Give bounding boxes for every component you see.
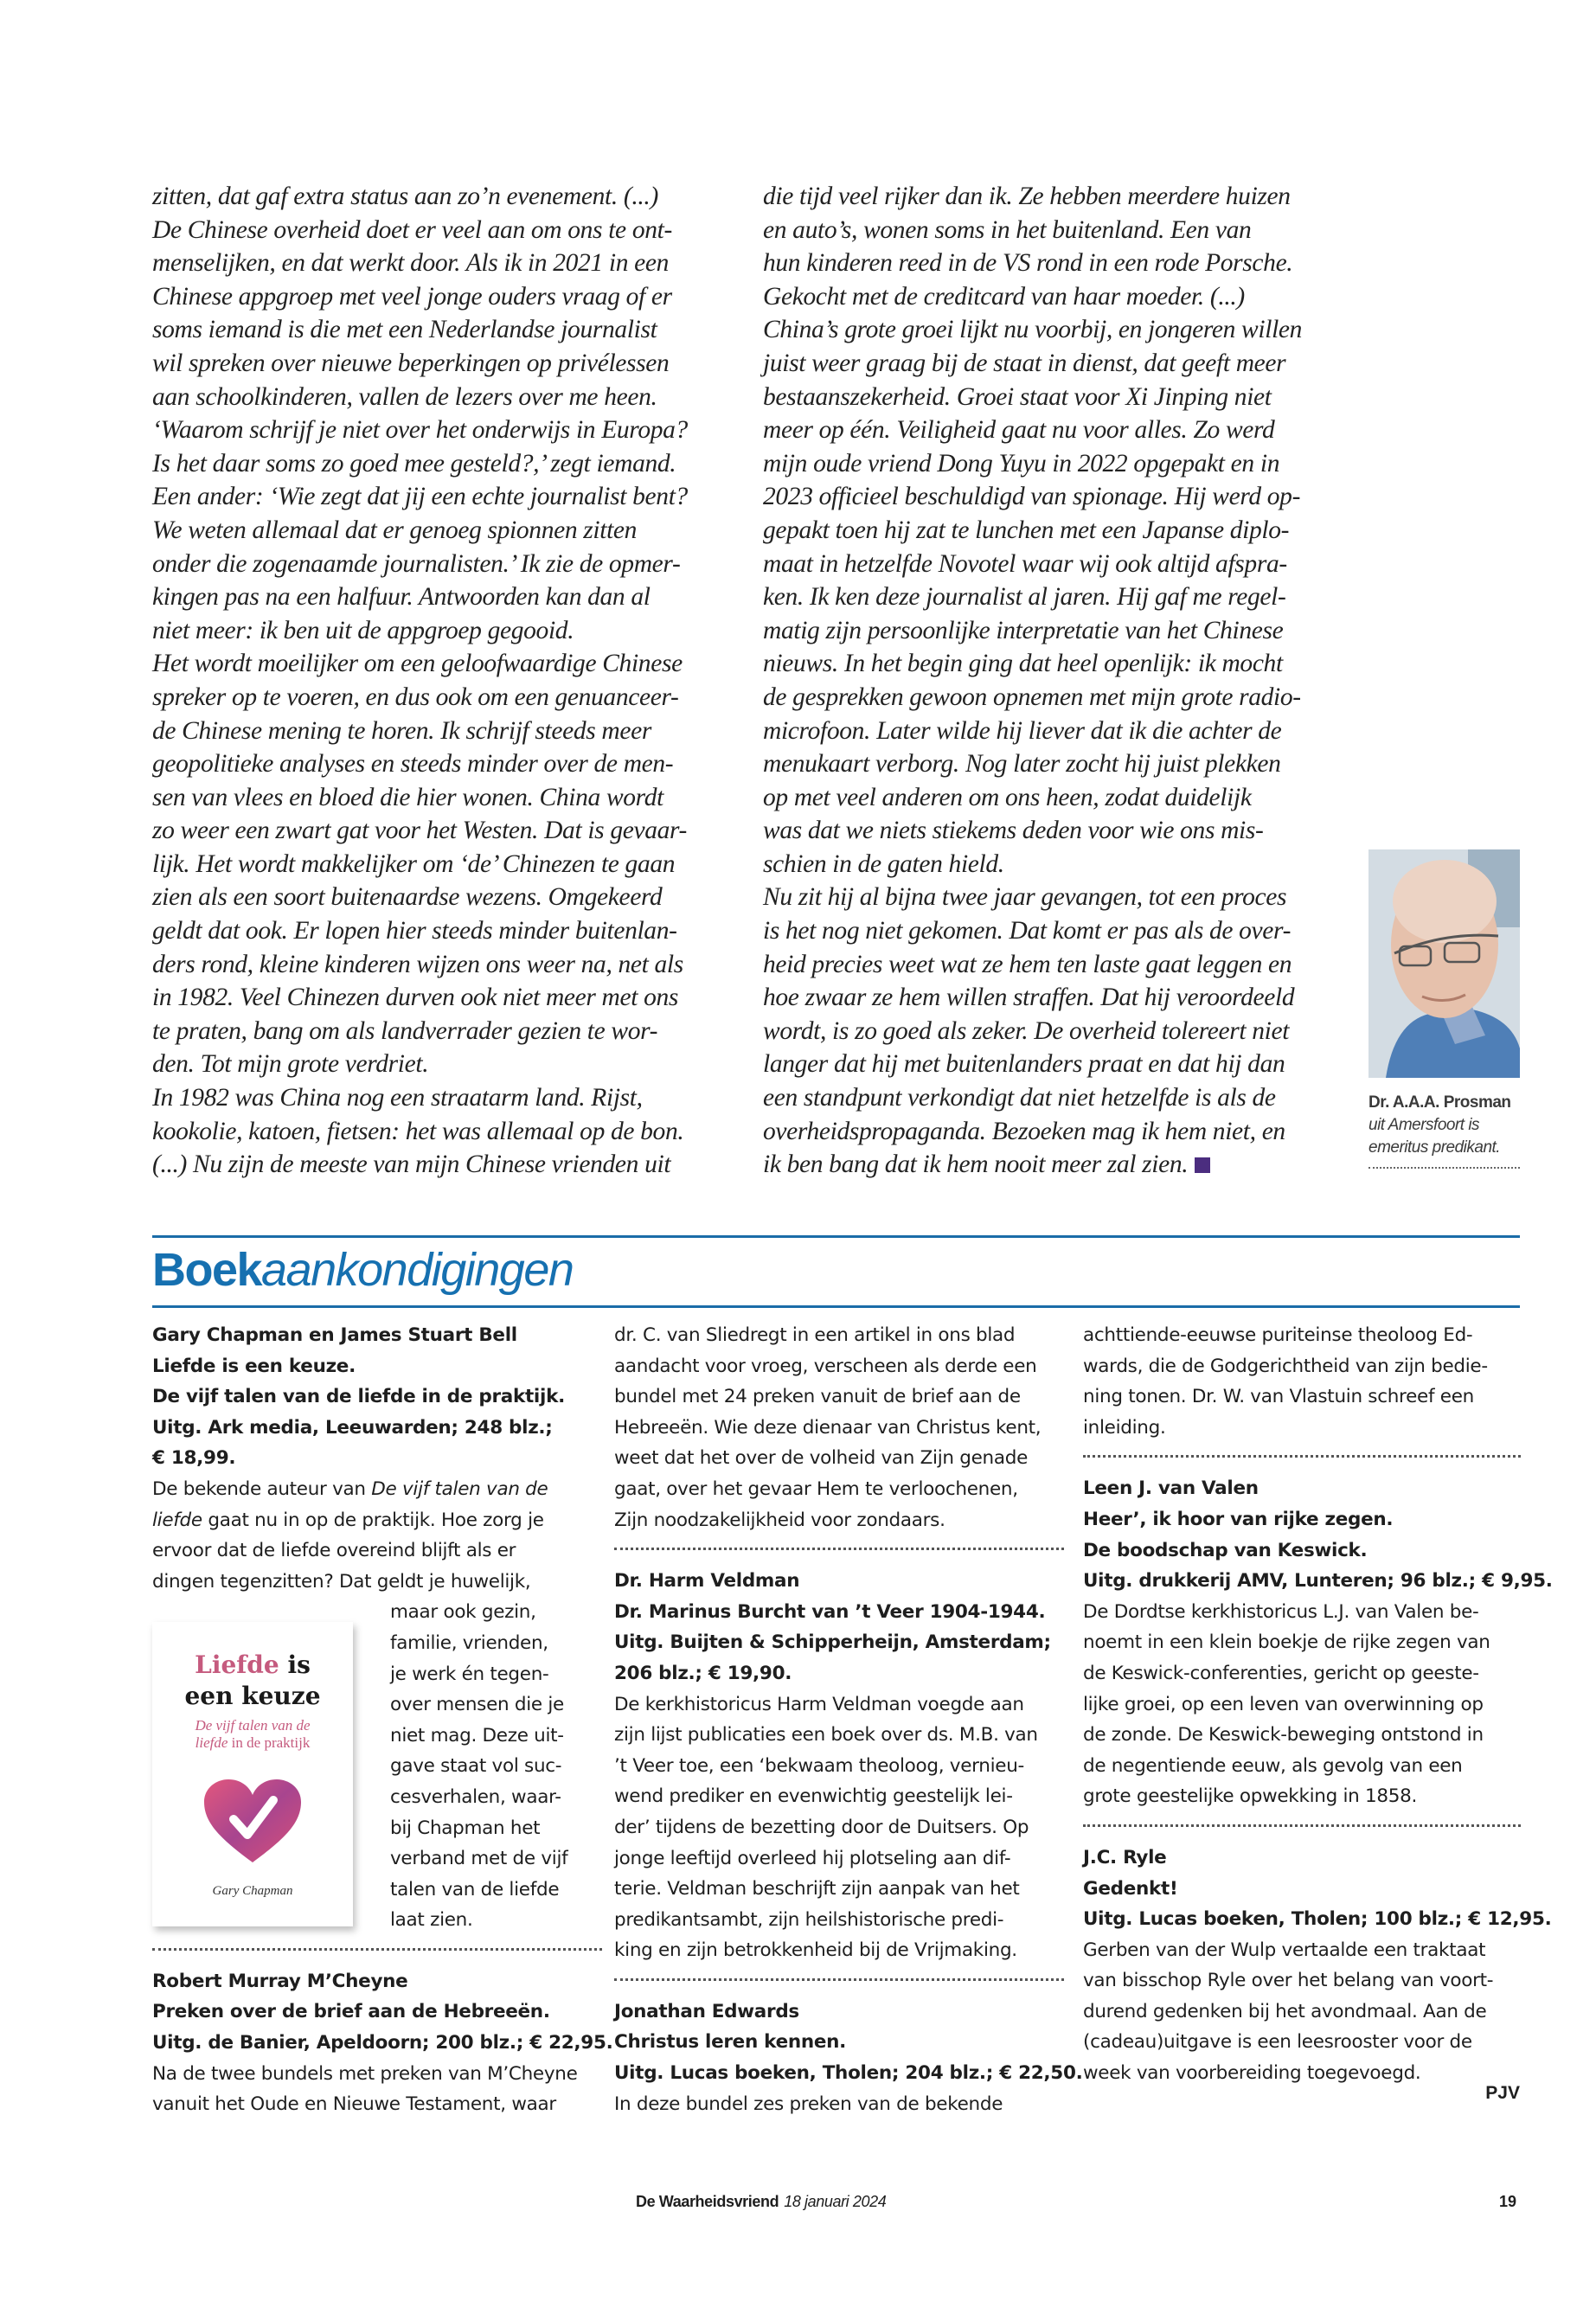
book-body-line: der’ tijdens de bezetting door de Duitsers. Op xyxy=(614,1816,1029,1838)
book-body-line: Na de twee bundels met preken van M’Cheyne xyxy=(152,2062,578,2085)
text-line: langer dat hij met buitenlanders praat en dat hij dan xyxy=(763,1050,1285,1079)
book-body-line: De kerkhistoricus Harm Veldman voegde aan xyxy=(614,1693,1024,1715)
author-caption xyxy=(1368,1092,1524,1159)
book-publisher: Uitg. Buijten & Schipperheijn, Amsterdam; xyxy=(614,1631,1051,1654)
book-publisher: Uitg. Lucas boeken, Tholen; 204 blz.; € 22,50. xyxy=(614,2062,1083,2085)
book-body-line: van bisschop Ryle over het belang van voort- xyxy=(1083,1970,1494,1992)
text-line: Is het daar soms zo goed mee gesteld?,’ zegt iemand. xyxy=(152,449,676,478)
text-line: heid precies weet wat ze hem ten laste gaat leggen en xyxy=(763,950,1292,978)
cover-author: Gary Chapman xyxy=(212,1884,293,1898)
text-line: aan schoolkinderen, vallen de lezers over me heen. xyxy=(152,382,657,411)
text-line: sen van vlees en bloed die hier wonen. China wordt xyxy=(152,783,663,811)
text-line: menukaart verborg. Nog later zocht hij juist plekken xyxy=(763,750,1281,779)
text-line: bestaanszekerheid. Groei staat voor Xi Jinping niet xyxy=(763,382,1272,411)
text-line: bij Chapman het xyxy=(390,1817,541,1839)
book-divider xyxy=(152,1948,602,1951)
text-line: onder die zogenaamde journalisten.’ Ik zie de opmer- xyxy=(152,549,681,578)
text-line: nieuws. In het begin ging dat heel openlijk: ik mocht xyxy=(763,650,1283,678)
text-line: den. Tot mijn grote verdriet. xyxy=(152,1050,429,1079)
text-line: schien in de gaten hield. xyxy=(763,849,1004,878)
book-body-line: ’t Veer toe, een ‘bekwaam theoloog, vernieu- xyxy=(614,1754,1024,1777)
text-line: te praten, bang om als landverrader gezien te wor- xyxy=(152,1016,658,1045)
text-line: een standpunt verkondigt dat niet hetzelfde is als de xyxy=(763,1084,1276,1112)
book-body-line: vanuit het Oude en Nieuwe Testament, waar xyxy=(152,2093,556,2116)
book-divider xyxy=(1083,1455,1521,1458)
text-line: kingen pas na een halfuur. Antwoorden kan dan al xyxy=(152,583,651,612)
text-line: over mensen die je xyxy=(390,1694,564,1716)
book-body-line: Zijn noodzakelijkheid voor zondaars. xyxy=(614,1509,945,1531)
book-body-line: durend gedenken bij het avondmaal. Aan de xyxy=(1083,2000,1487,2022)
section-title-bold: Boek xyxy=(152,1244,262,1296)
text-line: ‘Waarom schrijf je niet over het onderwijs in Europa? xyxy=(152,416,688,445)
book-body-line: king en zijn betrokkenheid bij de Vrijmaking. xyxy=(614,1939,1017,1962)
text-line: wil spreken over nieuwe beperkingen op privélessen xyxy=(152,349,670,377)
cover-subtitle: De vijf talen van de liefde in de praktijk xyxy=(195,1717,311,1751)
text-line: laat zien. xyxy=(390,1909,473,1932)
book-divider xyxy=(1083,1824,1521,1827)
author-photo xyxy=(1368,849,1520,1078)
text-line: kookolie, katoen, fietsen: het was allemaal op de bon. xyxy=(152,1117,684,1145)
text-line: meer op één. Veiligheid gaat nu voor alles. Zo werd xyxy=(763,416,1275,445)
text-line: (...) Nu zijn de meeste van mijn Chinese vrienden uit xyxy=(152,1150,671,1179)
section-rule-bottom xyxy=(152,1305,1520,1308)
text-line: Gekocht met de creditcard van haar moeder. (...) xyxy=(763,282,1245,311)
text-line: lijk. Het wordt makkelijker om ‘de’ Chinezen te gaan xyxy=(152,849,676,878)
text-line: spreker op te voeren, en dus ook om een genuanceer- xyxy=(152,683,679,711)
caption-divider xyxy=(1368,1167,1520,1169)
text-line: op met veel anderen om ons heen, zodat duidelijk xyxy=(763,783,1252,811)
book-body-line: terie. Veldman beschrijft zijn aanpak van het xyxy=(614,1878,1020,1900)
book-author: Gary Chapman en James Stuart Bell xyxy=(152,1324,517,1346)
text-line: de Chinese mening te horen. Ik schrijf steeds meer xyxy=(152,716,651,745)
book-body-line: achttiende-eeuwse puriteinse theoloog Ed- xyxy=(1083,1324,1473,1346)
book-divider xyxy=(614,1548,1064,1550)
book-body-line: de zonde. De Keswick-beweging ontstond in xyxy=(1083,1724,1484,1747)
text-line: en auto’s, wonen soms in het buitenland. Een van xyxy=(763,215,1252,244)
text-line: mijn oude vriend Dong Yuyu in 2022 opgepakt en in xyxy=(763,449,1280,478)
text-line: 2023 officieel beschuldigd van spionage. Hij werd op- xyxy=(763,483,1301,511)
book-title: Christus leren kennen. xyxy=(614,2031,847,2054)
book-author: J.C. Ryle xyxy=(1083,1846,1167,1868)
text-line: soms iemand is die met een Nederlandse journalist xyxy=(152,316,657,344)
book-body-line: De bekende auteur van De vijf talen van de xyxy=(152,1477,548,1500)
section-rule-top xyxy=(152,1235,1520,1238)
book-body-line: dr. C. van Sliedregt in een artikel in ons blad xyxy=(614,1324,1016,1346)
text-line: gave staat vol suc- xyxy=(390,1755,562,1778)
text-line: hoe zwaar ze hem willen straffen. Dat hij veroordeeld xyxy=(763,984,1295,1012)
book-body-line: liefde gaat nu in op de praktijk. Hoe zorg je xyxy=(152,1509,544,1531)
book-body-line: wend prediker en evenwichtig geestelijk lei- xyxy=(614,1785,1013,1808)
footer-publication xyxy=(636,2193,886,2211)
text-line: Nu zit hij al bijna twee jaar gevangen, tot een proces xyxy=(763,883,1287,912)
book-body-line: De Dordtse kerkhistoricus L.J. van Valen be- xyxy=(1083,1600,1479,1623)
book-author: Robert Murray M’Cheyne xyxy=(152,1970,408,1992)
text-line: hun kinderen reed in de VS rond in een rode Porsche. xyxy=(763,249,1293,278)
publication-date: 18 januari 2024 xyxy=(784,2193,887,2210)
book-body-line: lijke groei, op een leven van overwinning op xyxy=(1083,1693,1484,1715)
book-body-line: de negentiende eeuw, als gevolg van een xyxy=(1083,1754,1463,1777)
text-line: gepakt toen hij zat te lunchen met een Japanse diplo- xyxy=(763,516,1290,544)
book-price: 206 blz.; € 19,90. xyxy=(614,1662,792,1684)
text-line: wordt, is zo goed als zeker. De overheid tolereert niet xyxy=(763,1016,1290,1045)
book-publisher: Uitg. drukkerij AMV, Lunteren; 96 blz.; € 9,95. xyxy=(1083,1570,1553,1593)
article-column-1 xyxy=(152,180,723,1182)
book-publisher: Uitg. Lucas boeken, Tholen; 100 blz.; € 12,95. xyxy=(1083,1908,1552,1931)
book-body-line: jonge leeftijd overleed hij plotseling aan dif- xyxy=(614,1847,1011,1869)
text-line: Een ander: ‘Wie zegt dat jij een echte journalist bent? xyxy=(152,483,688,511)
text-line: ken. Ik ken deze journalist al jaren. Hij gaf me regel- xyxy=(763,583,1286,612)
book-body-line: dingen tegenzitten? Dat geldt je huwelijk, xyxy=(152,1570,531,1593)
book-publisher: Uitg. de Banier, Apeldoorn; 200 blz.; € 22,95. xyxy=(152,2032,613,2054)
author-name: Dr. A.A.A. Prosman xyxy=(1368,1093,1511,1112)
book-author: Leen J. van Valen xyxy=(1083,1477,1259,1500)
book-title: Gedenkt! xyxy=(1083,1877,1178,1900)
book-body-line: Gerben van der Wulp vertaalde een traktaat xyxy=(1083,1939,1486,1961)
book-body-line: zijn lijst publicaties een boek over ds. M.B. van xyxy=(614,1724,1038,1747)
book-body-line: inleiding. xyxy=(1083,1416,1166,1439)
portrait-image-icon xyxy=(1368,849,1520,1078)
book-body-line: Hebreeën. Wie deze dienaar van Christus kent, xyxy=(614,1416,1042,1439)
text-line: talen van de liefde xyxy=(390,1878,560,1900)
book-column-2 xyxy=(614,1320,1083,2119)
book-author: Dr. Harm Veldman xyxy=(614,1570,800,1593)
book-price: € 18,99. xyxy=(152,1447,236,1470)
text-line: geldt dat ook. Er lopen hier steeds minder buitenlan- xyxy=(152,917,677,945)
text-line: niet meer: ik ben uit de appgroep gegooid. xyxy=(152,616,574,644)
book-cover-liefde-is-een-keuze xyxy=(152,1622,353,1926)
book-entry-ryle xyxy=(1083,1843,1552,2089)
text-line: de gesprekken gewoon opnemen met mijn grote radio- xyxy=(763,683,1301,711)
book-title: Dr. Marinus Burcht van ’t Veer 1904-1944. xyxy=(614,1600,1046,1623)
book-body-line: aandacht voor vroeg, verscheen als derde een xyxy=(614,1355,1037,1377)
book-divider xyxy=(614,1978,1064,1981)
book-author: Jonathan Edwards xyxy=(614,2000,799,2022)
book-body-line: ning tonen. Dr. W. van Vlastuin schreef een xyxy=(1083,1386,1474,1408)
book-entry-edwards xyxy=(614,1997,1083,2119)
book-body-line: week van voorbereiding toegevoegd. xyxy=(1083,2062,1421,2085)
book-title: Heer’, ik hoor van rijke zegen. xyxy=(1083,1508,1394,1530)
book-body-line: (cadeau)uitgave is een leesrooster voor de xyxy=(1083,2031,1472,2054)
text-line: zo weer een zwart gat voor het Westen. Dat is gevaar- xyxy=(152,817,688,845)
book-subtitle: De vijf talen van de liefde in de praktijk. xyxy=(152,1386,565,1408)
section-title xyxy=(152,1239,573,1301)
heart-check-icon xyxy=(202,1778,303,1864)
text-line: We weten allemaal dat er genoeg spionnen zitten xyxy=(152,516,638,544)
text-line: zien als een soort buitenaardse wezens. Omgekeerd xyxy=(152,883,663,912)
text-line: matig zijn persoonlijke interpretatie van het Chinese xyxy=(763,616,1284,644)
text-line: cesverhalen, waar- xyxy=(390,1785,561,1808)
text-line: menselijken, en dat werkt door. Als ik in 2021 in een xyxy=(152,249,670,278)
author-caption-line-1: uit Amersfoort is xyxy=(1368,1116,1480,1134)
book-title: Liefde is een keuze. xyxy=(152,1355,356,1377)
text-line: maar ook gezin, xyxy=(390,1601,536,1624)
book-subtitle: De boodschap van Keswick. xyxy=(1083,1539,1368,1561)
page-number: 19 xyxy=(1499,2193,1517,2210)
book-body-line: predikantsambt, zijn heilshistorische predi- xyxy=(614,1908,1004,1931)
book-publisher: Uitg. Ark media, Leeuwarden; 248 blz.; xyxy=(152,1416,553,1439)
book-body-line: gaat, over het gevaar Hem te verloochenen, xyxy=(614,1477,1018,1500)
article-column-2 xyxy=(763,180,1334,1182)
text-line: die tijd veel rijker dan ik. Ze hebben meerdere huizen xyxy=(763,183,1291,210)
text-line: overheidspropaganda. Bezoeken mag ik hem niet, en xyxy=(763,1117,1285,1145)
book-entry-veldman xyxy=(614,1566,1064,1966)
cover-title: Liefde is een keuze xyxy=(184,1650,321,1710)
end-of-article-mark-icon xyxy=(1195,1157,1210,1173)
text-line: je werk én tegen- xyxy=(390,1663,549,1685)
text-line: juist weer graag bij de staat in dienst, dat geeft meer xyxy=(763,349,1286,377)
text-line: In 1982 was China nog een straatarm land. Rijst, xyxy=(152,1084,643,1112)
reviewer-signature: PJV xyxy=(1485,2083,1520,2103)
book-title: Preken over de brief aan de Hebreeën. xyxy=(152,2001,550,2023)
text-line: verband met de vijf xyxy=(390,1848,568,1870)
text-line: zitten, dat gaf extra status aan zo’n evenement. (...) xyxy=(152,183,658,210)
book-body-line: bundel met 24 preken vanuit de brief aan de xyxy=(614,1386,1021,1408)
book-body-line: weet dat het over de volheid van Zijn genade xyxy=(614,1447,1029,1470)
publication-name: De Waarheidsvriend xyxy=(636,2193,779,2210)
text-line: Chinese appgroep met veel jonge ouders vraag of er xyxy=(152,282,672,311)
book-body-line: grote geestelijke opwekking in 1858. xyxy=(1083,1785,1418,1808)
book-body-line: ervoor dat de liefde overeind blijft als er xyxy=(152,1540,516,1562)
text-line: ders rond, kleine kinderen wijzen ons weer na, net als xyxy=(152,950,683,978)
book-body-line: In deze bundel zes preken van de bekende xyxy=(614,2093,1003,2115)
text-line: in 1982. Veel Chinezen durven ook niet meer met ons xyxy=(152,984,679,1012)
book-body-line: de Keswick-conferenties, gericht op geeste- xyxy=(1083,1662,1479,1684)
book-body-line: wards, die de Godgerichtheid van zijn bedie- xyxy=(1083,1355,1488,1377)
book-entry-van-valen xyxy=(1083,1473,1553,1812)
text-line: familie, vrienden, xyxy=(390,1631,548,1654)
text-line: microfoon. Later wilde hij liever dat ik die achter de xyxy=(763,716,1282,745)
text-line: maat in hetzelfde Novotel waar wij ook altijd afspra- xyxy=(763,549,1287,578)
text-line: geopolitieke analyses en steeds minder over de men- xyxy=(152,750,674,779)
text-line: Het wordt moeilijker om een geloofwaardige Chinese xyxy=(152,650,683,678)
book-body-line: noemt in een klein boekje de rijke zegen van xyxy=(1083,1631,1490,1654)
text-line: China’s grote groei lijkt nu voorbij, en jongeren willen xyxy=(763,316,1303,344)
text-line: was dat we niets stiekems deden voor wie ons mis- xyxy=(763,817,1264,845)
book-column-3 xyxy=(1083,1320,1553,2089)
text-line: is het nog niet gekomen. Dat komt er pas als de over- xyxy=(763,917,1292,945)
text-line: ik ben bang dat ik hem nooit meer zal zien. xyxy=(763,1148,1334,1182)
section-title-italic: aankondigingen xyxy=(261,1244,574,1296)
book-entry-mcheyne xyxy=(152,1966,613,2120)
author-caption-line-2: emeritus predikant. xyxy=(1368,1138,1501,1157)
text-line: niet mag. Deze uit- xyxy=(390,1724,564,1747)
text-line: De Chinese overheid doet er veel aan om ons te ont- xyxy=(152,215,672,244)
